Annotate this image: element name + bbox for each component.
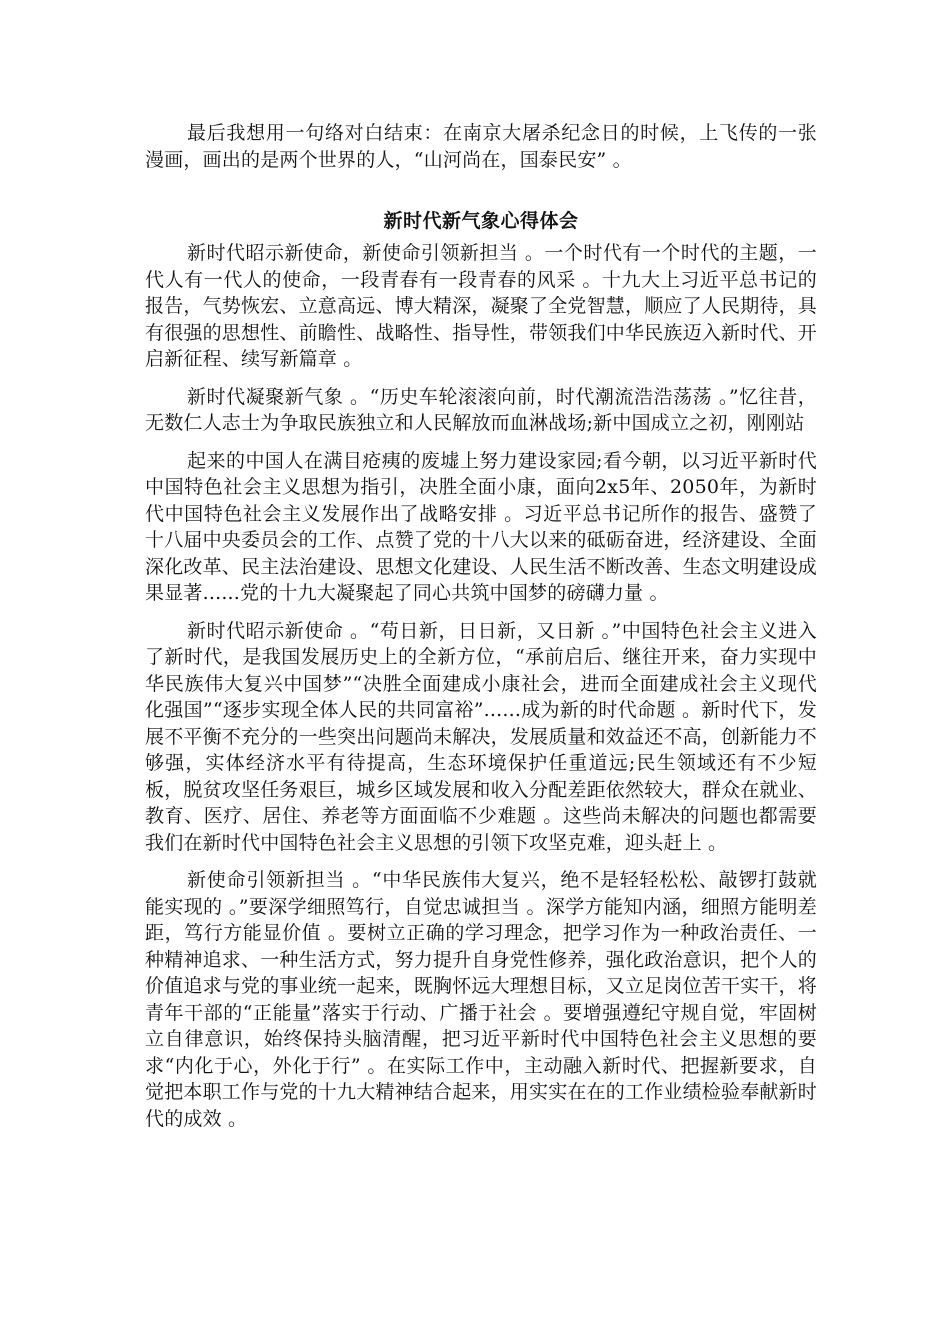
body-paragraph-5: 新使命引领新担当 。“中华民族伟大复兴，绝不是轻轻松松、敲锣打鼓就能实现的 。”要深学细照笃行，自觉忠诚担当 。深学方能知内涵，细照方能明差距，笃行方能显价值 。要树立正确的学习理念，把学习作为一种政治责任、一种精神追求、一种生活方式，努力提升自身党性修养，强化政治意识，把个人的价值追求与党的事业统一起来，既胸怀远大理想目标，又立足岗位苦干实干，将青年干部的“正能量”落实于行动、广播于社会 。要增强遵纪守规自觉，牢固树立自律意识，始终保持头脑清醒，把习近平新时代中国特色社会主义思想的要求“内化于心，外化于行” 。在实际工作中，主动融入新时代、把握新要求，自觉把本职工作与党的十九大精神结合起来，用实实在在的工作业绩检验奉献新时代的成效 。	[145, 869, 818, 1130]
document-title: 新时代新气象心得体会	[383, 210, 579, 232]
body-paragraph-3: 起来的中国人在满目疮痍的废墟上努力建设家园;看今朝，以习近平新时代中国特色社会主义思想为指引，决胜全面小康，面向2x5年、2050年，为新时代中国特色社会主义发展作出了战略安排 。习近平总书记所作的报告、盛赞了十八届中央委员会的工作、点赞了党的十八大以来的砥砺奋进，经济建设、全面深化改革、民主法治建设、思想文化建设、人民生活不断改善、生态文明建设成果显著......党的十九大凝聚起了同心共筑中国梦的磅礴力量 。	[145, 449, 818, 604]
body-paragraph-1: 新时代昭示新使命，新使命引领新担当 。一个时代有一个时代的主题，一代人有一代人的使命，一段青春有一段青春的风采 。十九大上习近平总书记的报告，气势恢宏、立意高远、博大精深，凝聚了全党智慧，顺应了人民期待，具有很强的思想性、前瞻性、战略性、指导性，带领我们中华民族迈入新时代、开启新征程、续写新篇章 。	[145, 242, 818, 370]
document-page	[145, 120, 817, 1143]
body-paragraph-2: 新时代凝聚新气象 。“历史车轮滚滚向前，时代潮流浩浩荡荡 。”忆往昔，无数仁人志士为争取民族独立和人民解放而血淋战场;新中国成立之初，刚刚站	[145, 385, 817, 434]
intro-paragraph: 最后我想用一句络对白结束：在南京大屠杀纪念日的时候，上飞传的一张漫画，画出的是两个世界的人，“山河尚在，国泰民安” 。	[145, 122, 817, 171]
body-paragraph-4: 新时代昭示新使命 。“苟日新，日日新，又日新 。”中国特色社会主义进入了新时代，是我国发展历史上的全新方位，“承前启后、继往开来，奋力实现中华民族伟大复兴中国梦”“决胜全面建成小康社会，进而全面建成社会主义现代化强国”“逐步实现全体人民的共同富裕”......成为新的时代命题 。新时代下，发展不平衡不充分的一些突出问题尚未解决，发展质量和效益还不高，创新能力不够强，实体经济水平有待提高，生态环境保护任重道远;民生领域还有不少短板，脱贫攻坚任务艰巨，城乡区域发展和收入分配差距依然较大，群众在就业、教育、医疗、居住、养老等方面面临不少难题 。这些尚未解决的问题也都需要我们在新时代中国特色社会主义思想的引领下攻坚克难，迎头赶上 。	[145, 619, 818, 854]
